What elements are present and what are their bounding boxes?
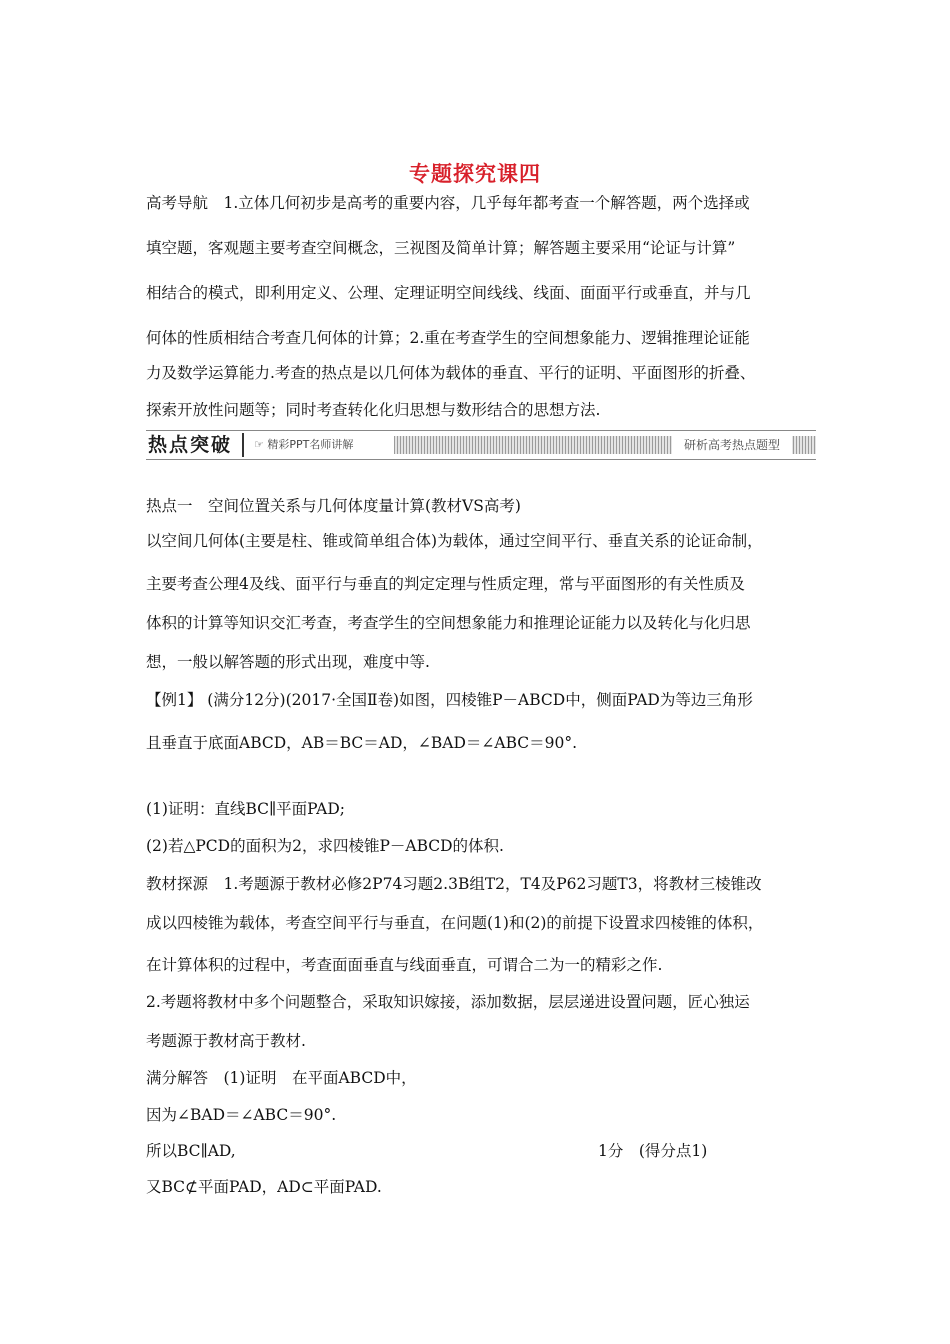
banner-left-tag: ☞ 精彩PPT名师讲解 [250,436,394,454]
source-line: 教材探源 1.考题源于教材必修2P74习题2.3B组T2，T4及P62习题T3，将教材三棱锥改 [146,875,762,893]
hotspot-banner [146,430,816,460]
banner-right-tag: 研析高考热点题型 [672,436,792,454]
body-line: 主要考查公理4及线、面平行与垂直的判定定理与性质定理，常与平面图形的有关性质及 [146,575,745,593]
intro-line: 何体的性质相结合考查几何体的计算；2.重在考查学生的空间想象能力、逻辑推理论证能 [146,329,750,347]
body-line: 想，一般以解答题的形式出现，难度中等. [146,653,430,671]
solution-line: 因为∠BAD＝∠ABC＝90°. [146,1106,337,1124]
intro-line: 相结合的模式，即利用定义、公理、定理证明空间线线、线面、面面平行或垂直，并与几 [146,284,751,302]
score-note: 1分 (得分点1) [598,1142,708,1160]
banner-divider [242,433,244,457]
example-line: 【例1】 (满分12分)(2017·全国Ⅱ卷)如图，四棱锥P－ABCD中，侧面PAD为等边三角形 [146,691,753,709]
question-item: (2)若△PCD的面积为2，求四棱锥P－ABCD的体积. [146,837,504,855]
body-line: 体积的计算等知识交汇考查，考查学生的空间想象能力和推理论证能力以及转化与化归思 [146,614,751,632]
source-line: 成以四棱锥为载体，考查空间平行与垂直，在问题(1)和(2)的前提下设置求四棱锥的体积， [146,914,764,932]
banner-rule [146,459,816,460]
source-line: 考题源于教材高于教材. [146,1032,306,1050]
banner-heading: 热点突破 [148,434,233,456]
hotspot-title: 热点一 空间位置关系与几何体度量计算(教材VS高考) [146,497,521,515]
intro-line: 高考导航 1.立体几何初步是高考的重要内容，几乎每年都考查一个解答题，两个选择或 [146,194,750,212]
body-line: 以空间几何体(主要是柱、锥或简单组合体)为载体，通过空间平行、垂直关系的论证命制， [146,532,763,550]
solution-line: 满分解答 (1)证明 在平面ABCD中， [146,1069,417,1087]
source-line: 在计算体积的过程中，考查面面垂直与线面垂直，可谓合二为一的精彩之作. [146,956,663,974]
intro-line: 力及数学运算能力.考查的热点是以几何体为载体的垂直、平行的证明、平面图形的折叠、 [146,364,756,382]
intro-line: 填空题，客观题主要考查空间概念，三视图及简单计算；解答题主要采用“论证与计算” [146,239,736,257]
banner-rule [146,430,816,431]
intro-line: 探索开放性问题等；同时考查转化化归思想与数形结合的思想方法. [146,401,601,419]
page-title: 专题探究课四 [409,162,541,186]
question-item: (1)证明：直线BC∥平面PAD; [146,800,346,818]
solution-line: 所以BC∥AD, [146,1142,236,1160]
solution-line: 又BC⊄平面PAD，AD⊂平面PAD. [146,1178,382,1196]
example-line: 且垂直于底面ABCD，AB＝BC＝AD，∠BAD＝∠ABC＝90°. [146,734,578,752]
source-line: 2.考题将教材中多个问题整合，采取知识嫁接，添加数据，层层递进设置问题，匠心独运 [146,993,750,1011]
